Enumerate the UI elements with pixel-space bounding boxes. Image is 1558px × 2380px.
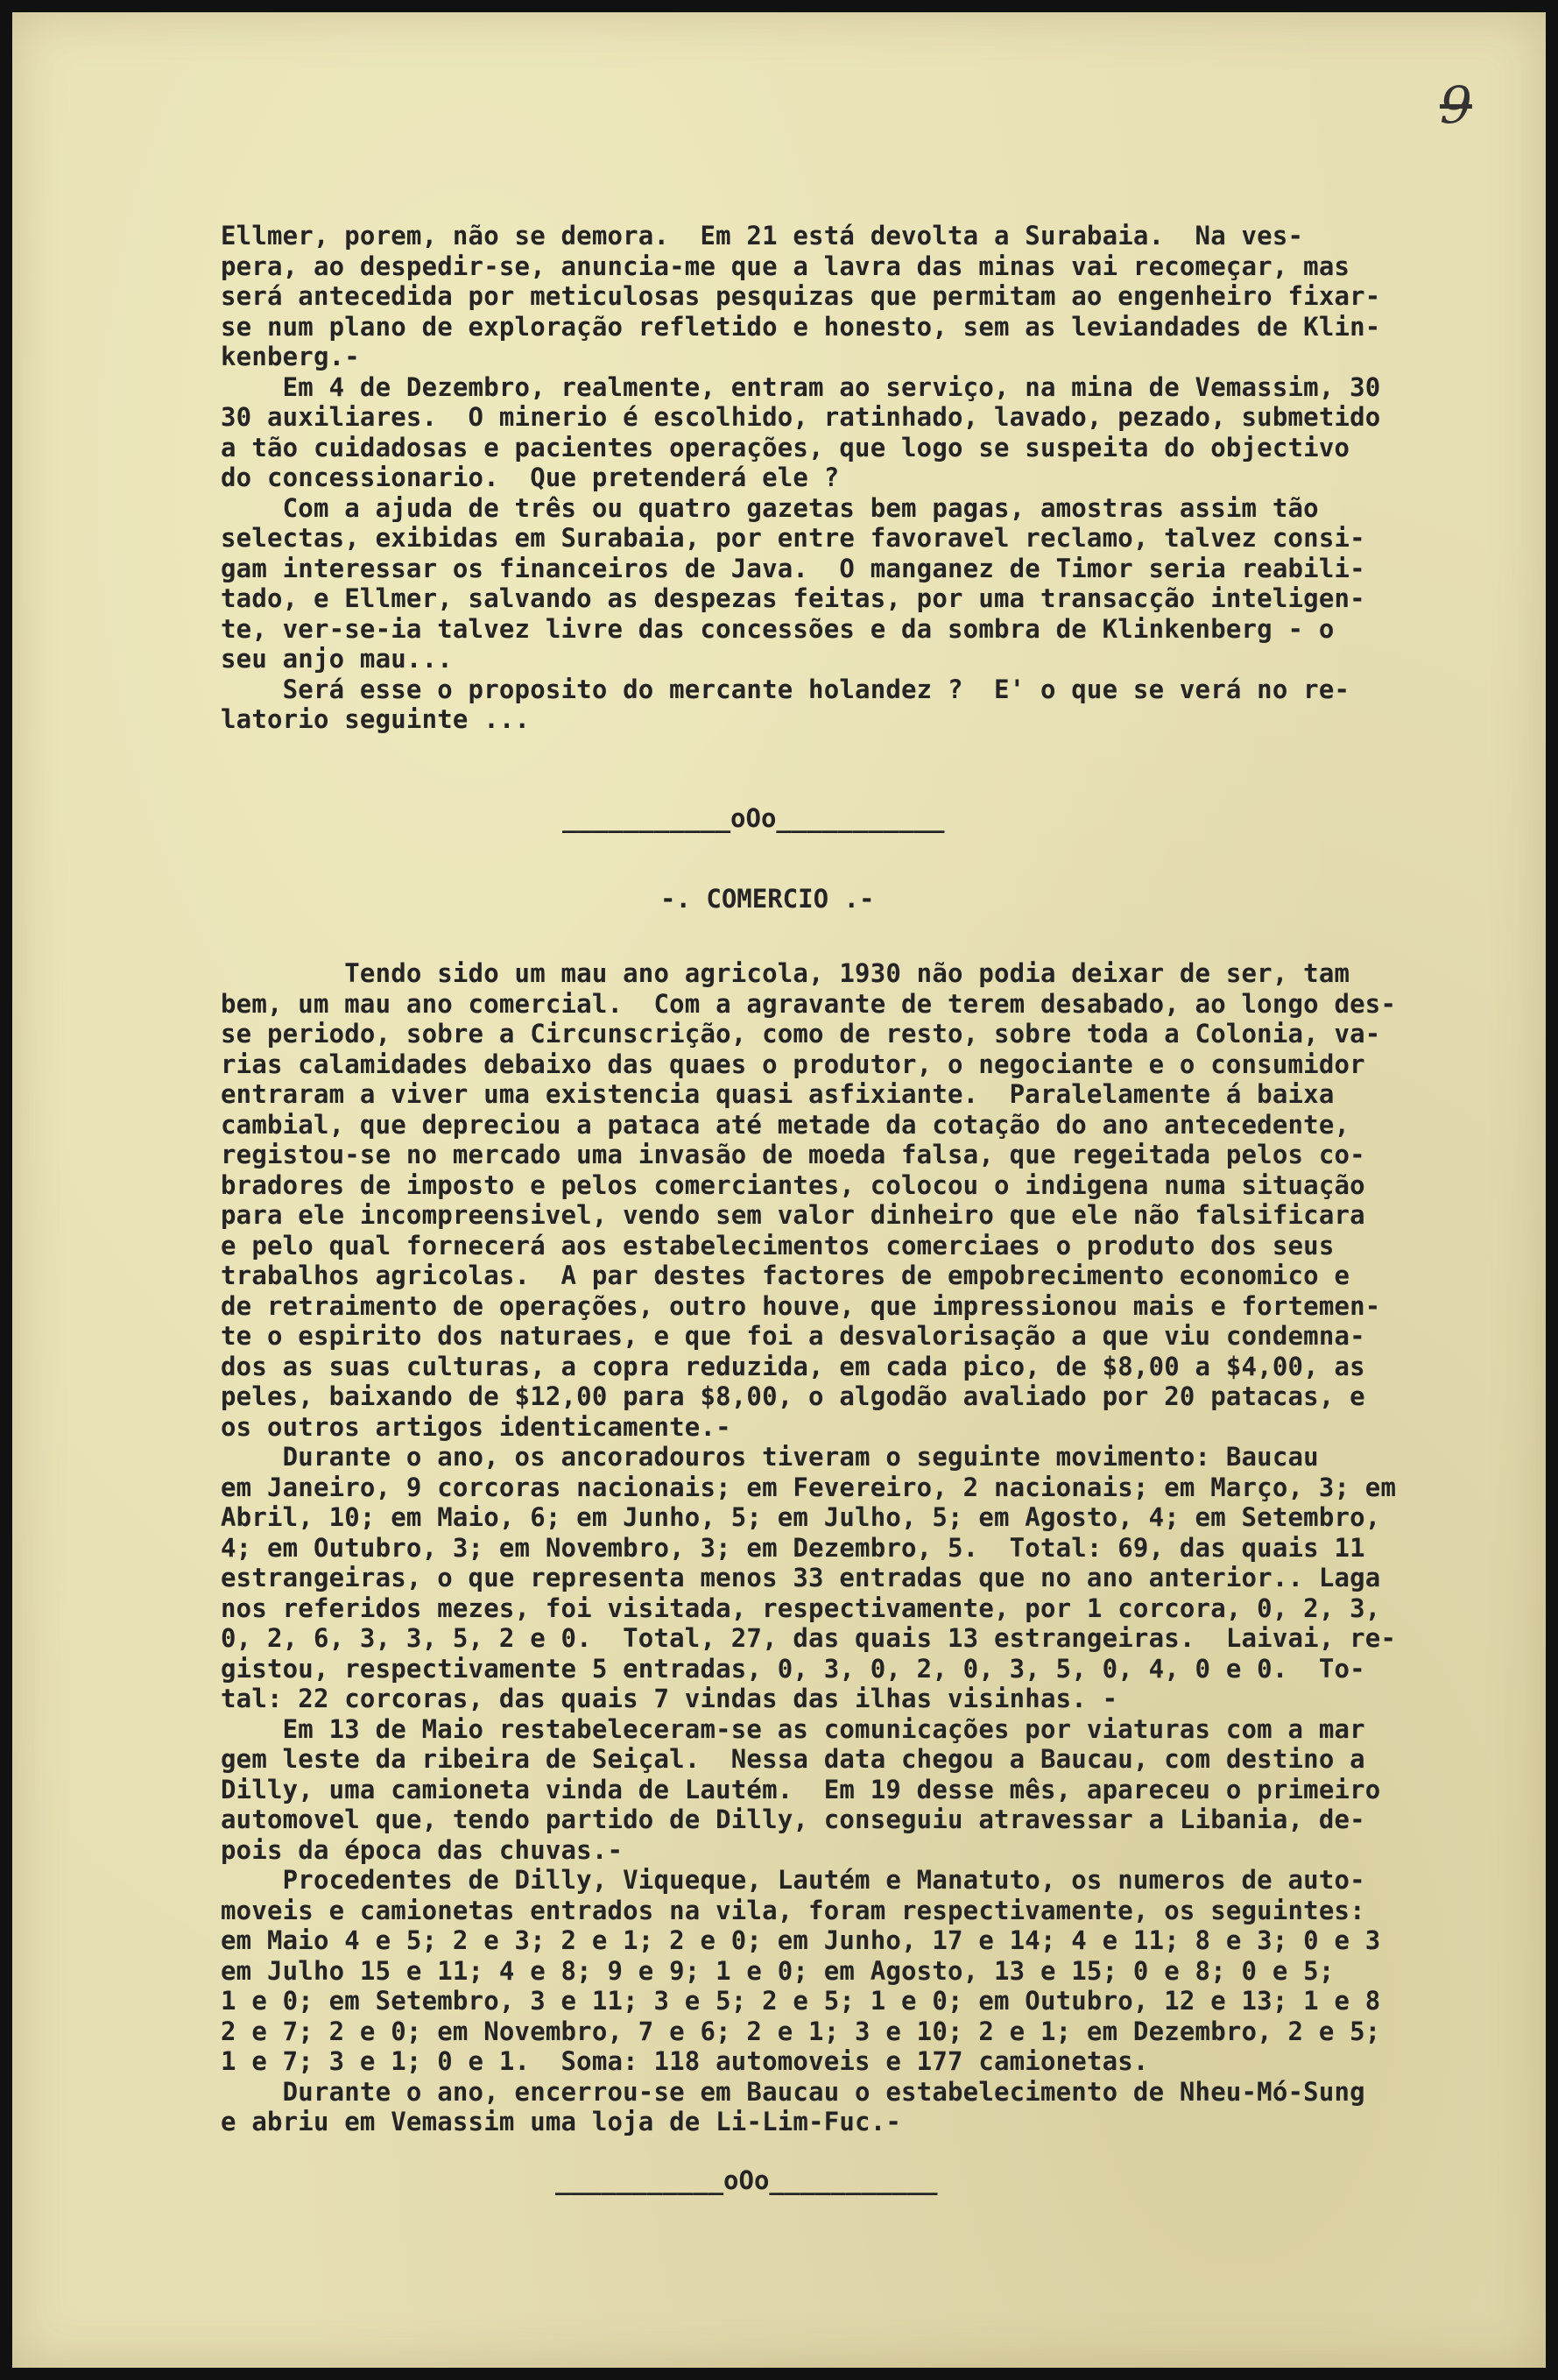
body-text-ellmer-section: Ellmer, porem, não se demora. Em 21 está devolta a Surabaia. Na ves- pera, ao despedir-se, anuncia-me que a lavra das minas vai recomeçar, mas será antecedida por meticulosas pesquizas que permitam ao engenheiro fixar- se num plano de exploração refletido e honesto, sem as leviandades de Klin- kenberg.- Em 4 de Dezembro, realmente, entram ao serviço, na mina de Vemassim, 30 30 auxiliares. O minerio é escolhido, ratinhado, lavado, pezado, submetido a tão cuidadosas e pacientes operações, que logo se suspeita do objectivo do concessionario. Que pretenderá ele ? Com a ajuda de três ou quatro gazetas bem pagas, amostras assim tão selectas, exibidas em Surabaia, por entre favoravel reclamo, talvez consi- gam interessar os financeiros de Java. O manganez de Timor seria reabili- tado, e Ellmer, salvando as despezas feitas, por uma transacção inteligen- te, ver-se-ia talvez livre das concessões e da sombra de Klinkenberg - o seu anjo mau... Será esse o proposito do mercante holandez ? E' o que se verá no re- latorio seguinte ...	[221, 221, 1381, 734]
closing-separator: ___________oOo___________	[555, 2165, 938, 2195]
page-number: 9	[1440, 75, 1472, 135]
section-separator: ___________oOo___________	[562, 803, 945, 833]
section-heading-comercio: -. COMERCIO .-	[660, 884, 875, 914]
document-page	[12, 12, 1546, 2368]
body-text-comercio-section: Tendo sido um mau ano agricola, 1930 não podia deixar de ser, tam bem, um mau ano comercial. Com a agravante de terem desabado, ao longo des- se periodo, sobre a Circunscrição, como de resto, sobre toda a Colonia, va- rias calamidades debaixo das quaes o produtor, o negociante e o consumidor entraram a viver uma existencia quasi asfixiante. Paralelamente á baixa cambial, que depreciou a pataca até metade da cotação do ano antecedente, registou-se no mercado uma invasão de moeda falsa, que regeitada pelos co- bradores de imposto e pelos comerciantes, colocou o indigena numa situação para ele incompreensivel, vendo sem valor dinheiro que ele não falsificara e pelo qual fornecerá aos estabelecimentos comerciaes o produto dos seus trabalhos agricolas. A par destes factores de empobrecimento economico e de retraimento de operações, outro houve, que impressionou mais e fortemen- te o espirito dos naturaes, e que foi a desvalorisação a que viu condemna- dos as suas culturas, a copra reduzida, em cada pico, de $8,00 a $4,00, as peles, baixando de $12,00 para $8,00, o algodão avaliado por 20 patacas, e os outros artigos identicamente.- Durante o ano, os ancoradouros tiveram o seguinte movimento: Baucau em Janeiro, 9 corcoras nacionais; em Fevereiro, 2 nacionais; em Março, 3; em Abril, 10; em Maio, 6; em Junho, 5; em Julho, 5; em Agosto, 4; em Setembro, 4; em Outubro, 3; em Novembro, 3; em Dezembro, 5. Total: 69, das quais 11 estrangeiras, o que representa menos 33 entradas que no ano anterior.. Laga nos referidos mezes, foi visitada, respectivamente, por 1 corcora, 0, 2, 3, 0, 2, 6, 3, 3, 5, 2 e 0. Total, 27, das quais 13 estrangeiras. Laivai, re- gistou, respectivamente 5 entradas, 0, 3, 0, 2, 0, 3, 5, 0, 4, 0 e 0. To- tal: 22 corcoras, das quais 7 vindas das ilhas visinhas. - Em 13 de Maio restabeleceram-se as comunicações por viaturas com a mar gem leste da ribeira de Seiçal. Nessa data chegou a Baucau, com destino a Dilly, uma camioneta vinda de Lautém. Em 19 desse mês, apareceu o primeiro automovel que, tendo partido de Dilly, conseguiu atravessar a Libania, de- pois da época das chuvas.- Procedentes de Dilly, Viqueque, Lautém e Manatuto, os numeros de auto- moveis e camionetas entrados na vila, foram respectivamente, os seguintes: em Maio 4 e 5; 2 e 3; 2 e 1; 2 e 0; em Junho, 17 e 14; 4 e 11; 8 e 3; 0 e 3 em Julho 15 e 11; 4 e 8; 9 e 9; 1 e 0; em Agosto, 13 e 15; 0 e 8; 0 e 5; 1 e 0; em Setembro, 3 e 11; 3 e 5; 2 e 5; 1 e 0; em Outubro, 12 e 13; 1 e 8 2 e 7; 2 e 0; em Novembro, 7 e 6; 2 e 1; 3 e 10; 2 e 1; em Dezembro, 2 e 5; 1 e 7; 3 e 1; 0 e 1. Soma: 118 automoveis e 177 camionetas. Durante o ano, encerrou-se em Baucau o estabelecimento de Nheu-Mó-Sung e abriu em Vemassim uma loja de Li-Lim-Fuc.-	[221, 958, 1397, 2136]
